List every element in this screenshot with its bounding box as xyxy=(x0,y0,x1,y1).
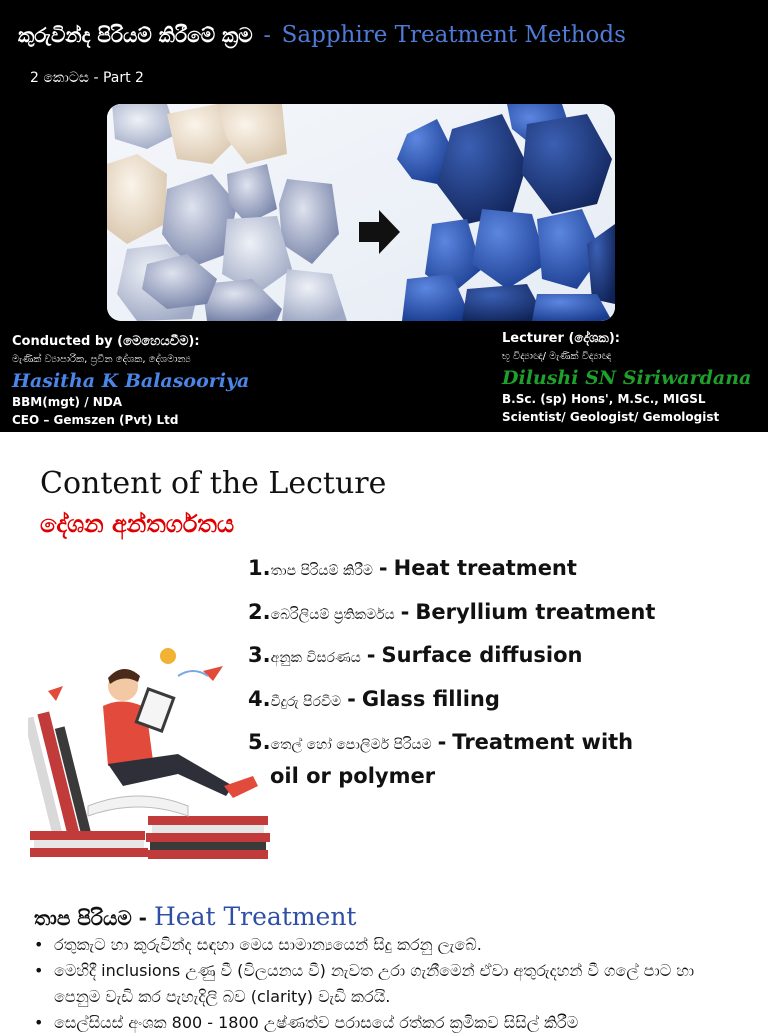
conductor-info xyxy=(12,333,249,429)
content-subtitle: දේශන අන්තර්ගතය xyxy=(40,510,235,538)
item-english: Glass filling xyxy=(361,686,500,711)
conductor-ceo: CEO – Gemszen (Pvt) Ltd xyxy=(12,413,179,427)
conductor-qualification: BBM(mgt) / NDA xyxy=(12,395,123,409)
heat-treatment-bullets xyxy=(34,932,744,1036)
item-english: Heat treatment xyxy=(393,556,577,580)
slide-title xyxy=(0,0,768,432)
content-item: 5.තෙල් හෝ පොලිමර් පිරියම - Treatment with oil or polymer xyxy=(248,730,758,774)
slide-content xyxy=(0,432,768,1032)
item-english: Surface diffusion xyxy=(381,643,583,667)
lecturer-info xyxy=(502,330,751,426)
lecturer-role: භූ විද්‍යාඥ/ මැණික් විද්‍යාඥ xyxy=(502,351,612,362)
content-item: 3.අනුක විසරණය - Surface diffusion xyxy=(248,643,583,667)
content-item: 4.වීදුරු පිරවීම - Glass filling xyxy=(248,686,500,711)
heading-english: Heat Treatment xyxy=(153,902,357,931)
content-title: Content of the Lecture xyxy=(40,466,387,501)
heat-treatment-heading xyxy=(34,902,356,931)
conductor-role: මැණික් ව්‍යාපාරික, ප්‍රවීන දේශක, දේශමාන්‍ය xyxy=(12,354,191,365)
item-sinhala: වීදුරු පිරවීම xyxy=(270,693,342,710)
item-sinhala: බෙරිලියම් ප්‍රතිකර්මය xyxy=(270,606,395,623)
item-number: 4. xyxy=(248,686,271,711)
lecturer-qualification: B.Sc. (sp) Hons', M.Sc., MIGSL xyxy=(502,392,706,406)
title-english: Sapphire Treatment Methods xyxy=(281,22,626,48)
item-english: Beryllium treatment xyxy=(415,599,656,624)
conductor-name: Hasitha K Balasooriya xyxy=(12,370,250,392)
item-continuation: oil or polymer xyxy=(270,764,436,788)
content-item: 1.තාප පිරියම් කිරීම - Heat treatment xyxy=(248,556,577,580)
item-english: Treatment with xyxy=(452,730,634,754)
bullet-item: • මෙහිදී inclusions උණු වී (විලයනය වී) නැවත උරා ගැනීමෙන් ඒවා අතුරුදහන් වී ගලේ පාට හා පෙනුම වැඩි කර පැහැදිලි බව (clarity) වැඩි කරයි. xyxy=(34,958,744,1010)
bullet-item: • රතුකැට හා කුරුවින්ද සඳහා මෙය සාමාන්‍යයෙන් සිදු කරනු ලැබේ. xyxy=(34,932,744,958)
lecturer-name: Dilushi SN Siriwardana xyxy=(502,367,752,389)
content-item: 2.බෙරිලියම් ප්‍රතිකර්මය - Beryllium treatment xyxy=(248,599,656,624)
item-number: 1. xyxy=(248,556,271,580)
item-sinhala: තාප පිරියම් කිරීම xyxy=(270,563,373,579)
item-number: 3. xyxy=(248,643,271,667)
lecturer-roles: Scientist/ Geologist/ Gemologist xyxy=(502,410,720,424)
item-sinhala: අනුක විසරණය xyxy=(270,650,361,666)
part-label: 2 කොටස - Part 2 xyxy=(30,70,144,86)
bullet-item: • සෙල්සියස් අංශක 800 - 1800 උෂ්ණත්ව පරාසයේ රත්කර ක්‍රමිකව සිසිල් කිරීම xyxy=(34,1010,744,1036)
conductor-label: Conducted by (මෙහෙයවීම): xyxy=(12,334,200,349)
content-list xyxy=(248,556,758,788)
lecturer-label: Lecturer (දේශක): xyxy=(502,331,620,346)
sapphire-before-after-photo xyxy=(107,104,615,321)
item-sinhala: තෙල් හෝ පොලිමර් පිරියම xyxy=(270,737,432,753)
slide-title-heading xyxy=(18,22,626,48)
title-sinhala: කුරුවින්ද පිරියම් කිරීමේ ක්‍රම xyxy=(18,23,253,47)
title-separator: - xyxy=(263,23,271,47)
heading-sinhala: තාප පිරියම - xyxy=(34,906,147,930)
item-number: 5. xyxy=(248,730,271,754)
item-number: 2. xyxy=(248,599,271,624)
